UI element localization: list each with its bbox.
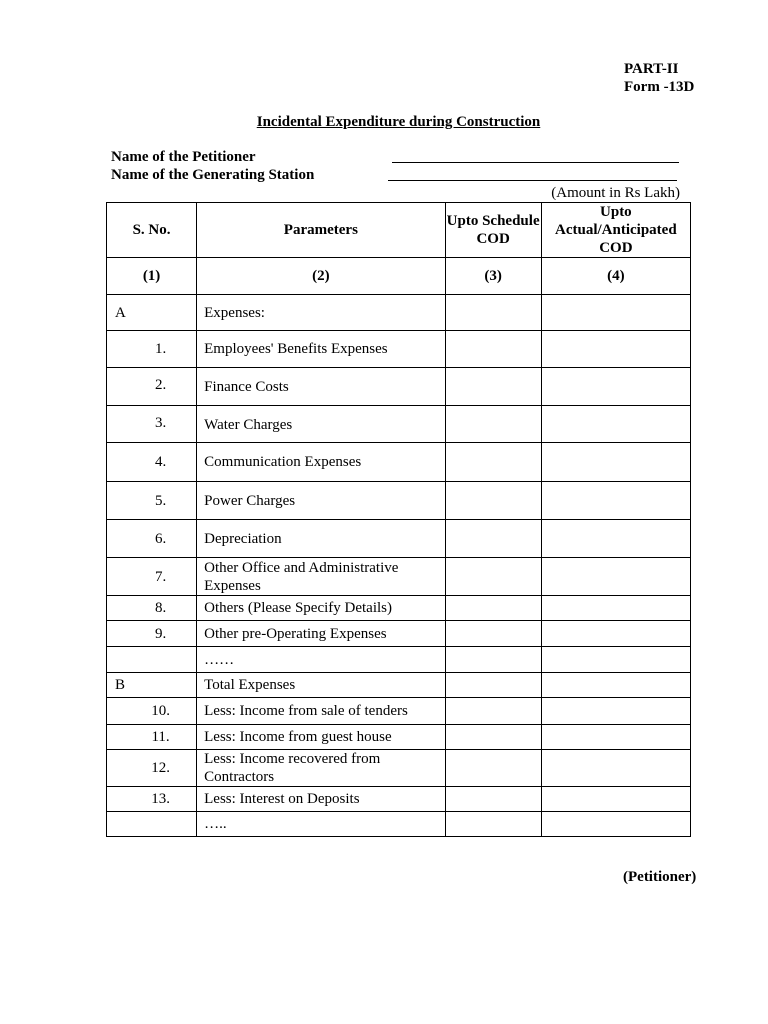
column-number-row: [107, 258, 691, 295]
table-row: [107, 443, 691, 482]
table-row: [107, 698, 691, 725]
row-sno: B: [107, 673, 197, 698]
row-parameter: Less: Income recovered from Contractors: [197, 750, 445, 787]
row-parameter: Employees' Benefits Expenses: [197, 331, 445, 368]
row-sno: 10.: [107, 698, 197, 725]
petitioner-signature-label: (Petitioner): [623, 869, 697, 885]
actual-cod-cell[interactable]: [541, 725, 690, 750]
amount-unit-note: (Amount in Rs Lakh): [551, 185, 680, 201]
schedule-cod-cell[interactable]: [445, 558, 541, 596]
schedule-cod-cell[interactable]: [445, 331, 541, 368]
table-row: [107, 812, 691, 837]
petitioner-name-field[interactable]: [392, 162, 679, 163]
table-row: [107, 406, 691, 443]
actual-cod-cell[interactable]: [541, 750, 690, 787]
petitioner-name-label: Name of the Petitioner: [111, 149, 256, 165]
row-parameter: Less: Interest on Deposits: [197, 787, 445, 812]
schedule-cod-cell[interactable]: [445, 812, 541, 837]
row-sno: [107, 647, 197, 673]
page-title: Incidental Expenditure during Construction: [256, 114, 541, 130]
table-row: [107, 750, 691, 787]
row-parameter: Expenses:: [197, 295, 445, 331]
schedule-cod-cell[interactable]: [445, 520, 541, 558]
schedule-cod-cell[interactable]: [445, 295, 541, 331]
schedule-cod-cell[interactable]: [445, 750, 541, 787]
row-parameter: …..: [197, 812, 445, 837]
row-sno: 6.: [107, 520, 197, 558]
row-parameter: Other Office and Administrative Expenses: [197, 558, 445, 596]
generating-station-field[interactable]: [388, 180, 677, 181]
col-header-sno: S. No.: [107, 203, 197, 258]
row-sno: 4.: [107, 443, 197, 482]
row-sno: 1.: [107, 331, 197, 368]
row-sno: 3.: [107, 406, 197, 443]
table-row: [107, 368, 691, 406]
row-parameter: Power Charges: [197, 482, 445, 520]
actual-cod-cell[interactable]: [541, 558, 690, 596]
table-row: [107, 295, 691, 331]
row-sno: 13.: [107, 787, 197, 812]
table-row: [107, 787, 691, 812]
col-number: (1): [107, 258, 197, 295]
table-row: [107, 621, 691, 647]
row-parameter: Less: Income from guest house: [197, 725, 445, 750]
schedule-cod-cell[interactable]: [445, 787, 541, 812]
schedule-cod-cell[interactable]: [445, 368, 541, 406]
part-label: PART-II: [624, 61, 679, 77]
row-parameter: Depreciation: [197, 520, 445, 558]
row-parameter: Total Expenses: [197, 673, 445, 698]
table-row: [107, 482, 691, 520]
schedule-cod-cell[interactable]: [445, 647, 541, 673]
row-parameter: Others (Please Specify Details): [197, 596, 445, 621]
table-row: [107, 558, 691, 596]
row-parameter: Less: Income from sale of tenders: [197, 698, 445, 725]
table-row: [107, 520, 691, 558]
col-header-actual-cod: Upto Actual/Anticipated COD: [541, 203, 690, 258]
actual-cod-cell[interactable]: [541, 331, 690, 368]
table-row: [107, 647, 691, 673]
actual-cod-cell[interactable]: [541, 443, 690, 482]
row-parameter: Other pre-Operating Expenses: [197, 621, 445, 647]
col-number: (4): [541, 258, 690, 295]
schedule-cod-cell[interactable]: [445, 725, 541, 750]
header-row: [107, 203, 691, 258]
row-sno: A: [107, 295, 197, 331]
row-parameter: ……: [197, 647, 445, 673]
actual-cod-cell[interactable]: [541, 647, 690, 673]
row-sno: 8.: [107, 596, 197, 621]
actual-cod-cell[interactable]: [541, 787, 690, 812]
col-number: (2): [197, 258, 445, 295]
generating-station-label: Name of the Generating Station: [111, 167, 315, 183]
form-number: Form -13D: [624, 79, 695, 95]
actual-cod-cell[interactable]: [541, 406, 690, 443]
actual-cod-cell[interactable]: [541, 621, 690, 647]
row-sno: 9.: [107, 621, 197, 647]
row-parameter: Finance Costs: [197, 368, 445, 406]
schedule-cod-cell[interactable]: [445, 482, 541, 520]
actual-cod-cell[interactable]: [541, 596, 690, 621]
schedule-cod-cell[interactable]: [445, 673, 541, 698]
row-sno: [107, 812, 197, 837]
actual-cod-cell[interactable]: [541, 698, 690, 725]
row-parameter: Communication Expenses: [197, 443, 445, 482]
actual-cod-cell[interactable]: [541, 482, 690, 520]
actual-cod-cell[interactable]: [541, 295, 690, 331]
row-sno: 11.: [107, 725, 197, 750]
schedule-cod-cell[interactable]: [445, 698, 541, 725]
schedule-cod-cell[interactable]: [445, 621, 541, 647]
actual-cod-cell[interactable]: [541, 673, 690, 698]
actual-cod-cell[interactable]: [541, 368, 690, 406]
table-row: [107, 725, 691, 750]
table-row: [107, 673, 691, 698]
schedule-cod-cell[interactable]: [445, 596, 541, 621]
actual-cod-cell[interactable]: [541, 812, 690, 837]
row-parameter: Water Charges: [197, 406, 445, 443]
actual-cod-cell[interactable]: [541, 520, 690, 558]
schedule-cod-cell[interactable]: [445, 406, 541, 443]
table-row: [107, 596, 691, 621]
expenditure-table: [106, 202, 691, 837]
col-number: (3): [445, 258, 541, 295]
col-header-schedule-cod: Upto Schedule COD: [445, 203, 541, 258]
schedule-cod-cell[interactable]: [445, 443, 541, 482]
col-header-parameters: Parameters: [197, 203, 445, 258]
row-sno: 2.: [107, 368, 197, 406]
row-sno: 7.: [107, 558, 197, 596]
row-sno: 12.: [107, 750, 197, 787]
table-row: [107, 331, 691, 368]
row-sno: 5.: [107, 482, 197, 520]
